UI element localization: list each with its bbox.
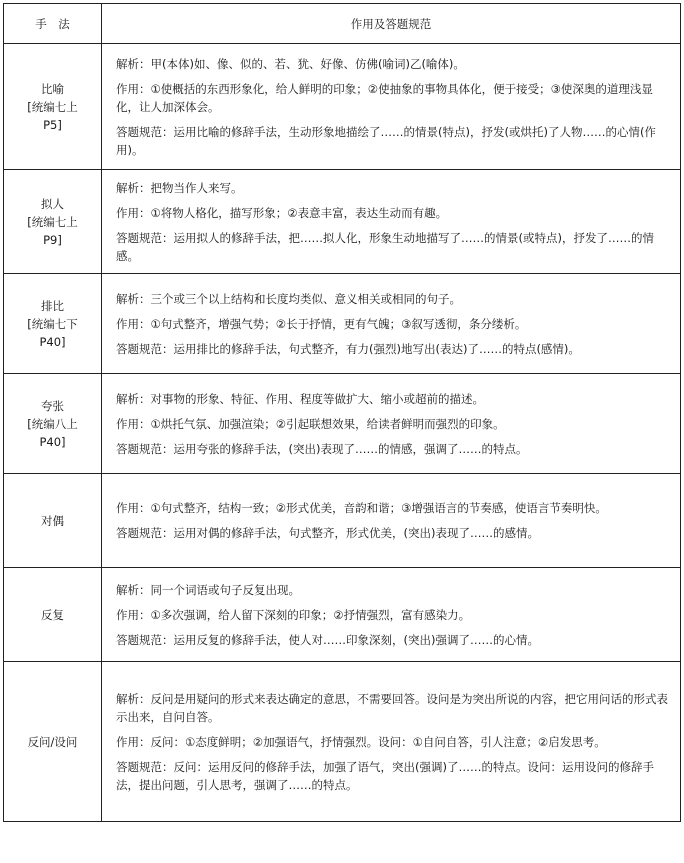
rhetoric-table bbox=[3, 3, 681, 822]
effect-text: 作用：①句式整齐，增强气势；②长于抒情，更有气魄；③叙写透彻，条分缕析。 bbox=[116, 316, 527, 331]
method-cell bbox=[4, 568, 102, 662]
analysis-text: 解析：把物当作人来写。 bbox=[116, 180, 243, 195]
table-row-parallelism bbox=[4, 274, 681, 374]
answer-norm-text: 答题规范：运用对偶的修辞手法，句式整齐，形式优美，(突出)表现了……的感情。 bbox=[116, 526, 539, 540]
method-source-line2: P5] bbox=[43, 117, 62, 132]
method-source-line2: P9] bbox=[43, 232, 62, 247]
method-name: 比喻 bbox=[41, 81, 64, 96]
analysis-text: 解析：同一个词语或句子反复出现。 bbox=[116, 582, 300, 597]
table-row-rhetorical-question bbox=[4, 662, 681, 822]
effect-text: 作用：①句式整齐，结构一致；②形式优美，音韵和谐；③增强语言的节奏感，使语言节奏明快。 bbox=[116, 501, 607, 515]
method-cell bbox=[4, 474, 102, 568]
effect-text: 作用：①使概括的东西形象化，给人鲜明的印象；②使抽象的事物具体化，便于接受；③使深奥的道理浅显化，让人加深体会。 bbox=[116, 81, 653, 114]
method-source-line2: P40] bbox=[39, 434, 66, 449]
answer-norm-text: 答题规范：运用比喻的修辞手法，生动形象地描绘了……的情景(特点)，抒发(或烘托)了人物……的心情(作用)。 bbox=[116, 124, 656, 157]
description-cell bbox=[102, 44, 681, 170]
method-name: 拟人 bbox=[41, 196, 64, 211]
analysis-text: 解析：三个或三个以上结构和长度均类似、意义相关或相同的句子。 bbox=[116, 291, 461, 306]
answer-norm-text: 答题规范：运用排比的修辞手法，句式整齐，有力(强烈)地写出(表达)了……的特点(感情)。 bbox=[116, 341, 580, 356]
method-name: 排比 bbox=[41, 298, 64, 313]
table-row-personification bbox=[4, 170, 681, 274]
effect-text: 作用：①多次强调，给人留下深刻的印象；②抒情强烈，富有感染力。 bbox=[116, 607, 471, 622]
description-cell bbox=[102, 274, 681, 374]
description-cell bbox=[102, 374, 681, 474]
answer-norm-text: 答题规范：运用夸张的修辞手法，(突出)表现了……的情感，强调了……的特点。 bbox=[116, 441, 528, 456]
answer-norm-text: 答题规范：运用反复的修辞手法，使人对……印象深刻，(突出)强调了……的心情。 bbox=[116, 632, 539, 647]
description-cell bbox=[102, 474, 681, 568]
method-name: 夸张 bbox=[41, 398, 64, 413]
method-cell bbox=[4, 274, 102, 374]
header-method: 手 法 bbox=[4, 4, 102, 44]
description-cell bbox=[102, 568, 681, 662]
method-source-line1: [统编八上 bbox=[27, 416, 78, 431]
table-row-repetition bbox=[4, 568, 681, 662]
analysis-text: 解析：甲(本体)如、像、似的、若、犹、好像、仿佛(喻词)乙(喻体)。 bbox=[116, 56, 465, 71]
method-source-line1: [统编七上 bbox=[27, 214, 78, 229]
method-name: 反复 bbox=[41, 607, 64, 622]
header-function: 作用及答题规范 bbox=[102, 4, 681, 44]
method-source-line1: [统编七上 bbox=[27, 99, 78, 114]
description-cell bbox=[102, 170, 681, 274]
method-source-line1: [统编七下 bbox=[27, 316, 78, 331]
answer-norm-text: 答题规范：反问：运用反问的修辞手法，加强了语气，突出(强调)了……的特点。设问：运用设问的修辞手法，提出问题，引人思考，强调了……的特点。 bbox=[116, 759, 654, 792]
answer-norm-text: 答题规范：运用拟人的修辞手法，把……拟人化，形象生动地描写了……的情景(或特点)，抒发了……的情感。 bbox=[116, 230, 654, 263]
table-header-row bbox=[4, 4, 681, 44]
method-name: 反问/设问 bbox=[27, 734, 78, 749]
table-row-hyperbole bbox=[4, 374, 681, 474]
effect-text: 作用：反问：①态度鲜明；②加强语气，抒情强烈。设问：①自问自答，引人注意；②启发思考。 bbox=[116, 734, 606, 749]
method-name: 对偶 bbox=[41, 513, 64, 528]
method-cell bbox=[4, 44, 102, 170]
method-source-line2: P40] bbox=[39, 334, 66, 349]
method-cell bbox=[4, 662, 102, 822]
analysis-text: 解析：反问是用疑问的形式来表达确定的意思，不需要回答。设问是为突出所说的内容，把它用问话的形式表示出来，自问自答。 bbox=[116, 691, 668, 724]
table-row-antithesis bbox=[4, 474, 681, 568]
table-row-simile bbox=[4, 44, 681, 170]
method-cell bbox=[4, 170, 102, 274]
effect-text: 作用：①将物人格化，描写形象；②表意丰富，表达生动而有趣。 bbox=[116, 205, 448, 220]
analysis-text: 解析：对事物的形象、特征、作用、程度等做扩大、缩小或超前的描述。 bbox=[116, 391, 484, 406]
method-cell bbox=[4, 374, 102, 474]
description-cell bbox=[102, 662, 681, 822]
effect-text: 作用：①烘托气氛、加强渲染；②引起联想效果，给读者鲜明而强烈的印象。 bbox=[116, 416, 505, 431]
